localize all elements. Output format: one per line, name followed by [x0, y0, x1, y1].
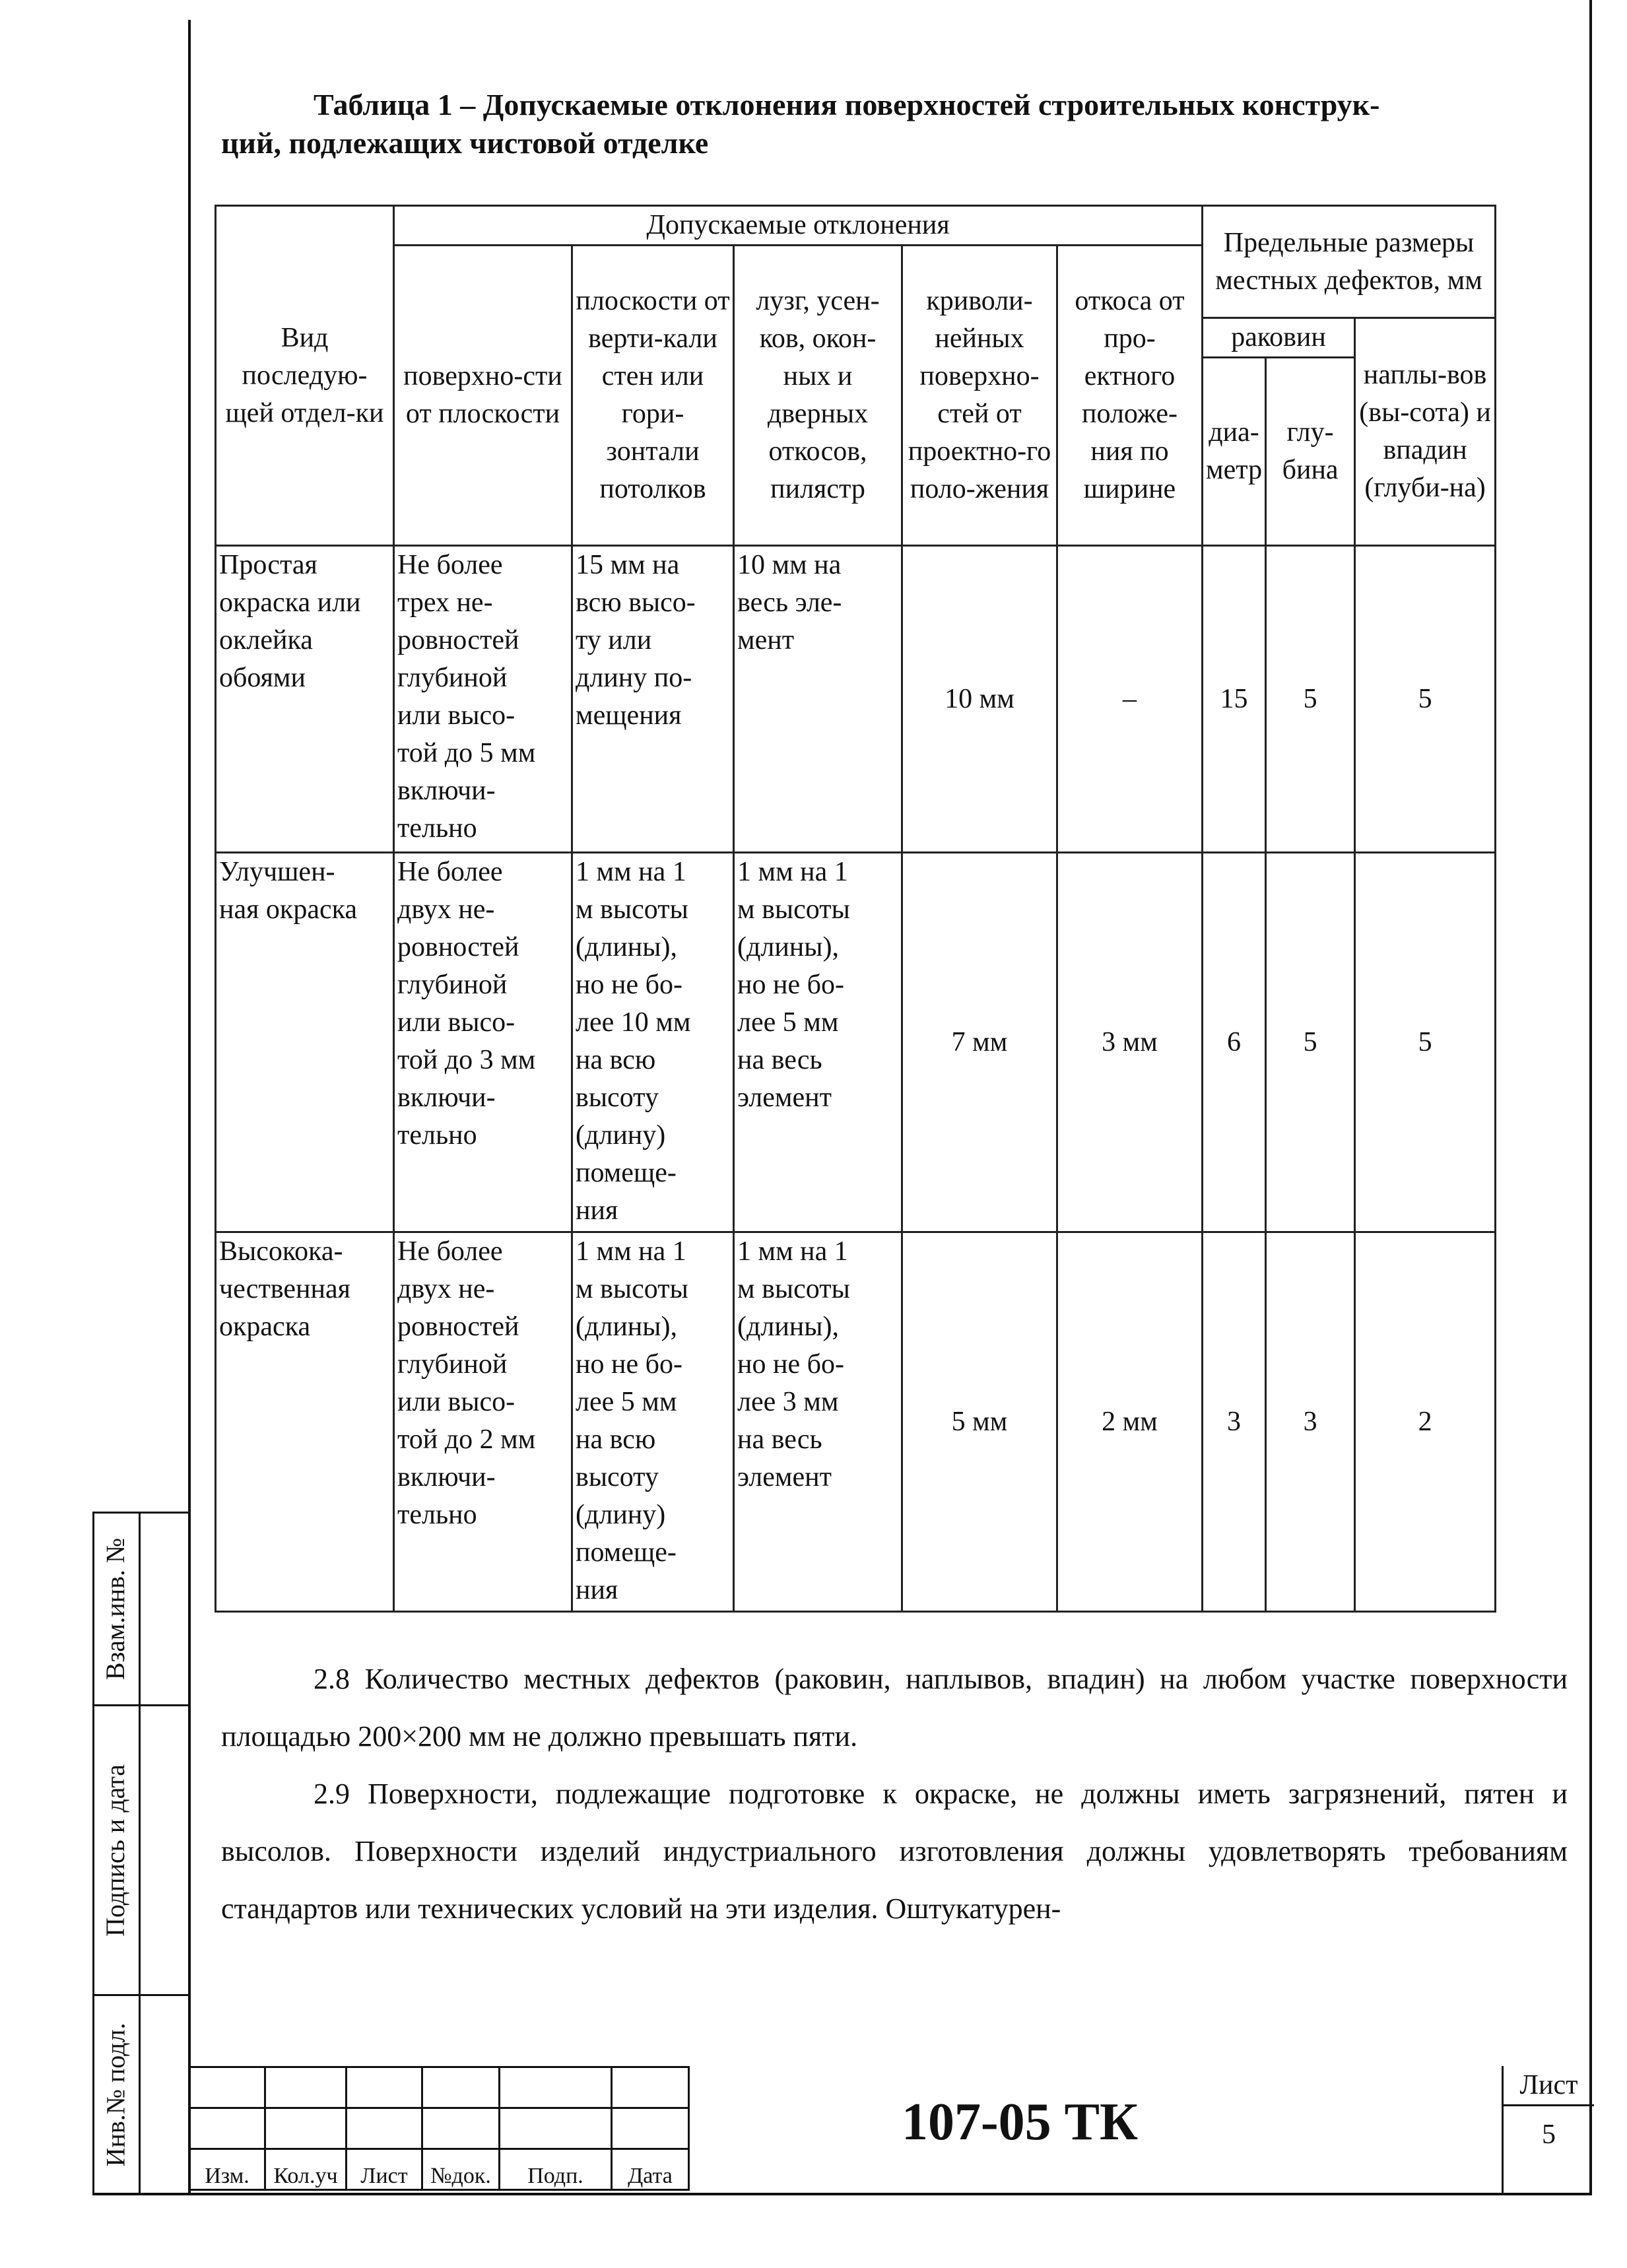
header-depth: глу-бина [1266, 358, 1355, 546]
stamp-izm: Изм. [189, 2149, 265, 2190]
stamp-list: Лист [347, 2149, 422, 2190]
cell-plane: 1 мм на 1 м высоты (длины), но не бо- лее 5 мм на всю высоту (длину) помеще- ния [572, 1232, 734, 1612]
table-row [216, 853, 1496, 1232]
cell-corners: 1 мм на 1 м высоты (длины), но не бо- лее 5 мм на весь элемент [734, 853, 902, 1232]
header-plane: плоскости от верти-кали стен или гори-зонтали потолков [572, 246, 734, 546]
stamp-podp: Подп. [500, 2149, 612, 2190]
cell-slope: – [1057, 546, 1203, 853]
cell-surface: Не более двух не- ровностей глубиной или высо- той до 2 мм включи- тельно [394, 1232, 572, 1612]
cell-sags: 2 [1355, 1232, 1496, 1612]
paragraph-2-8 [221, 1650, 1568, 1765]
header-finish-type: Вид последую-щей отдел-ки [216, 206, 394, 546]
table-row [216, 1232, 1496, 1612]
sheet-label: Лист [1504, 2066, 1594, 2106]
sidebar-label-sign-date: Подпись и дата [100, 1764, 131, 1937]
revision-grid [188, 2066, 690, 2191]
cell-slope: 3 мм [1057, 853, 1203, 1232]
table-row [216, 546, 1496, 853]
title-block [188, 2066, 1592, 2195]
cell-depth: 3 [1266, 1232, 1355, 1612]
stamp-kol: Кол.уч [265, 2149, 347, 2190]
cell-sags: 5 [1355, 853, 1496, 1232]
header-shells: раковин [1203, 318, 1355, 358]
stamp-date: Дата [612, 2149, 689, 2190]
sidebar-label-replace: Взам.инв. № [100, 1537, 131, 1681]
paragraph-2-9 [221, 1765, 1568, 1937]
cell-plane: 15 мм на всю высо- ту или длину по- мещения [572, 546, 734, 853]
header-sags: наплы-вов (вы-сота) и впадин (глуби-на) [1355, 318, 1496, 546]
sheet-box [1502, 2066, 1594, 2195]
sheet-number: 5 [1542, 2119, 1556, 2150]
header-diameter: диа-метр [1203, 358, 1266, 546]
margin-stamp [92, 1512, 190, 2195]
paragraph-2-8-text: 2.8 Количество местных дефектов (раковин, наплывов, впадин) на любом участке поверхности площадью 200×200 мм не должно превышать пяти. [221, 1663, 1568, 1752]
cell-surface: Не более двух не- ровностей глубиной или высо- той до 3 мм включи- тельно [394, 853, 572, 1232]
cell-sags: 5 [1355, 546, 1496, 853]
cell-curved: 10 мм [902, 546, 1057, 853]
stamp-ndoc: №док. [422, 2149, 500, 2190]
caption-line-2: ций, подлежащих чистовой отделке [221, 126, 709, 160]
cell-type: Простая окраска или оклейка обоями [216, 546, 394, 853]
header-defect-limits: Предельные размеры местных дефектов, мм [1203, 206, 1496, 318]
cell-plane: 1 мм на 1 м высоты (длины), но не бо- лее 10 мм на всю высоту (длину) помеще- ния [572, 853, 734, 1232]
cell-type: Улучшен- ная окраска [216, 853, 394, 1232]
cell-slope: 2 мм [1057, 1232, 1203, 1612]
caption-line-1: Таблица 1 – Допускаемые отклонения поверхностей строительных конструк- [314, 88, 1380, 121]
document-code: 107-05 ТК [901, 2093, 1138, 2151]
frame-right-line [1589, 0, 1592, 2195]
cell-curved: 7 мм [902, 853, 1057, 1232]
header-curved: криволи-нейных поверхно-стей от проектно-го поло-жения [902, 246, 1057, 546]
cell-depth: 5 [1266, 853, 1355, 1232]
table-caption [221, 86, 1581, 162]
header-corners: лузг, усен-ков, окон-ных и дверных откосов, пилястр [734, 246, 902, 546]
header-slope: откоса от про-ектного положе-ния по ширине [1057, 246, 1203, 546]
cell-type: Высокока- чественная окраска [216, 1232, 394, 1612]
cell-diameter: 3 [1203, 1232, 1266, 1612]
cell-surface: Не более трех не- ровностей глубиной или высо- той до 5 мм включи- тельно [394, 546, 572, 853]
sidebar-divider [139, 1512, 141, 2195]
header-allowed-deviations: Допускаемые отклонения [394, 206, 1203, 246]
deviations-table [215, 205, 1496, 1613]
cell-depth: 5 [1266, 546, 1355, 853]
cell-diameter: 15 [1203, 546, 1266, 853]
header-surface: поверхно-сти от плоскости [394, 246, 572, 546]
cell-corners: 1 мм на 1 м высоты (длины), но не бо- лее 3 мм на весь элемент [734, 1232, 902, 1612]
cell-diameter: 6 [1203, 853, 1266, 1232]
sidebar-label-inv: Инв.№ подл. [100, 2022, 131, 2167]
cell-curved: 5 мм [902, 1232, 1057, 1612]
paragraph-2-9-text: 2.9 Поверхности, подлежащие подготовке к окраске, не должны иметь загрязнений, пятен и высолов. Поверхности изделий индустриального изготовления должны удовлетворять требованиям стандартов или технических условий на эти изделия. Оштукатурен- [221, 1778, 1568, 1925]
cell-corners: 10 мм на весь эле- мент [734, 546, 902, 853]
